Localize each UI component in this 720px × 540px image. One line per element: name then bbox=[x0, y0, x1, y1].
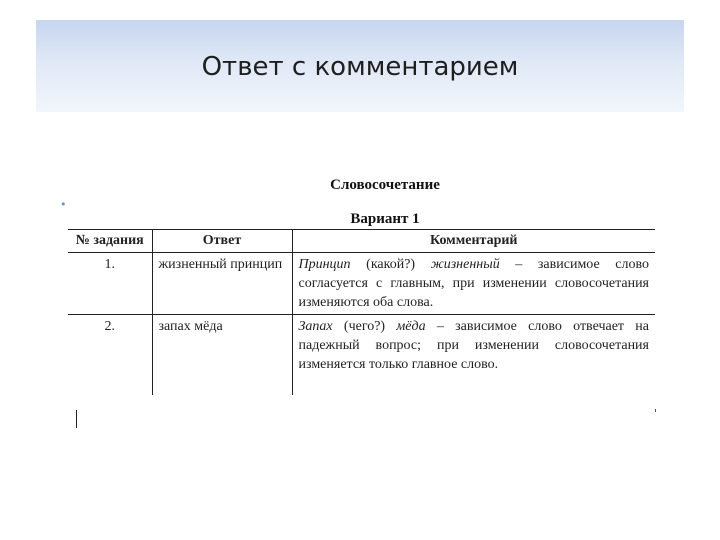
row-comment bbox=[292, 315, 655, 396]
variant-title: Вариант 1 bbox=[350, 211, 420, 227]
header-number: № задания bbox=[75, 233, 144, 248]
table-header-row bbox=[68, 230, 655, 253]
comment-explanation: – зависимое слово отвечает на падежный вопрос; при изменении словосочетания изменяется только главное слово. bbox=[298, 319, 649, 372]
header-comment: Комментарий bbox=[292, 230, 655, 253]
comment-main-word: Запах bbox=[298, 319, 333, 334]
comment-dependent-word: жизненный bbox=[430, 257, 500, 272]
table-row bbox=[68, 253, 655, 315]
section-title: Словосочетание bbox=[330, 177, 440, 193]
row-number: 2. bbox=[104, 319, 115, 334]
row-answer: жизненный принцип bbox=[152, 253, 292, 315]
answer-table bbox=[68, 229, 655, 395]
comment-question: (чего?) bbox=[332, 319, 397, 334]
bullet-marker: • bbox=[60, 198, 67, 211]
comment-explanation: – зависимое слово согласуется с главным, при изменении словосочетания изменяются оба слова. bbox=[298, 257, 649, 310]
comment-dependent-word: мёда bbox=[396, 319, 426, 334]
page-edge-mark bbox=[655, 409, 656, 412]
table-row bbox=[68, 315, 655, 396]
row-comment bbox=[292, 253, 655, 315]
row-answer: запах мёда bbox=[152, 315, 292, 396]
page-edge-mark bbox=[76, 410, 77, 428]
comment-question: (какой?) bbox=[350, 257, 431, 272]
comment-main-word: Принцип bbox=[298, 257, 351, 272]
row-number: 1. bbox=[104, 257, 115, 272]
slide-title: Ответ с комментарием bbox=[201, 52, 519, 82]
header-answer: Ответ bbox=[152, 230, 292, 253]
